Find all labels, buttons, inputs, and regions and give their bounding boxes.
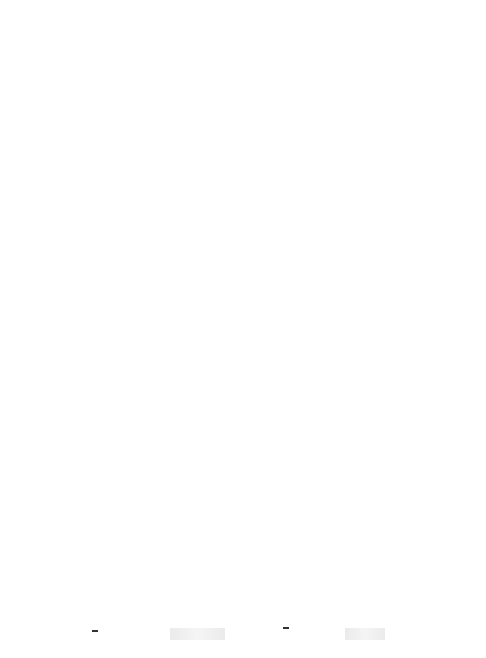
supervisor-stamp: [283, 627, 289, 629]
prepared-by-signature-blur: [170, 628, 225, 640]
supervisor-signature-blur: [345, 628, 385, 640]
prepared-by-stamp: [92, 630, 98, 632]
signature-footer: [0, 620, 486, 650]
